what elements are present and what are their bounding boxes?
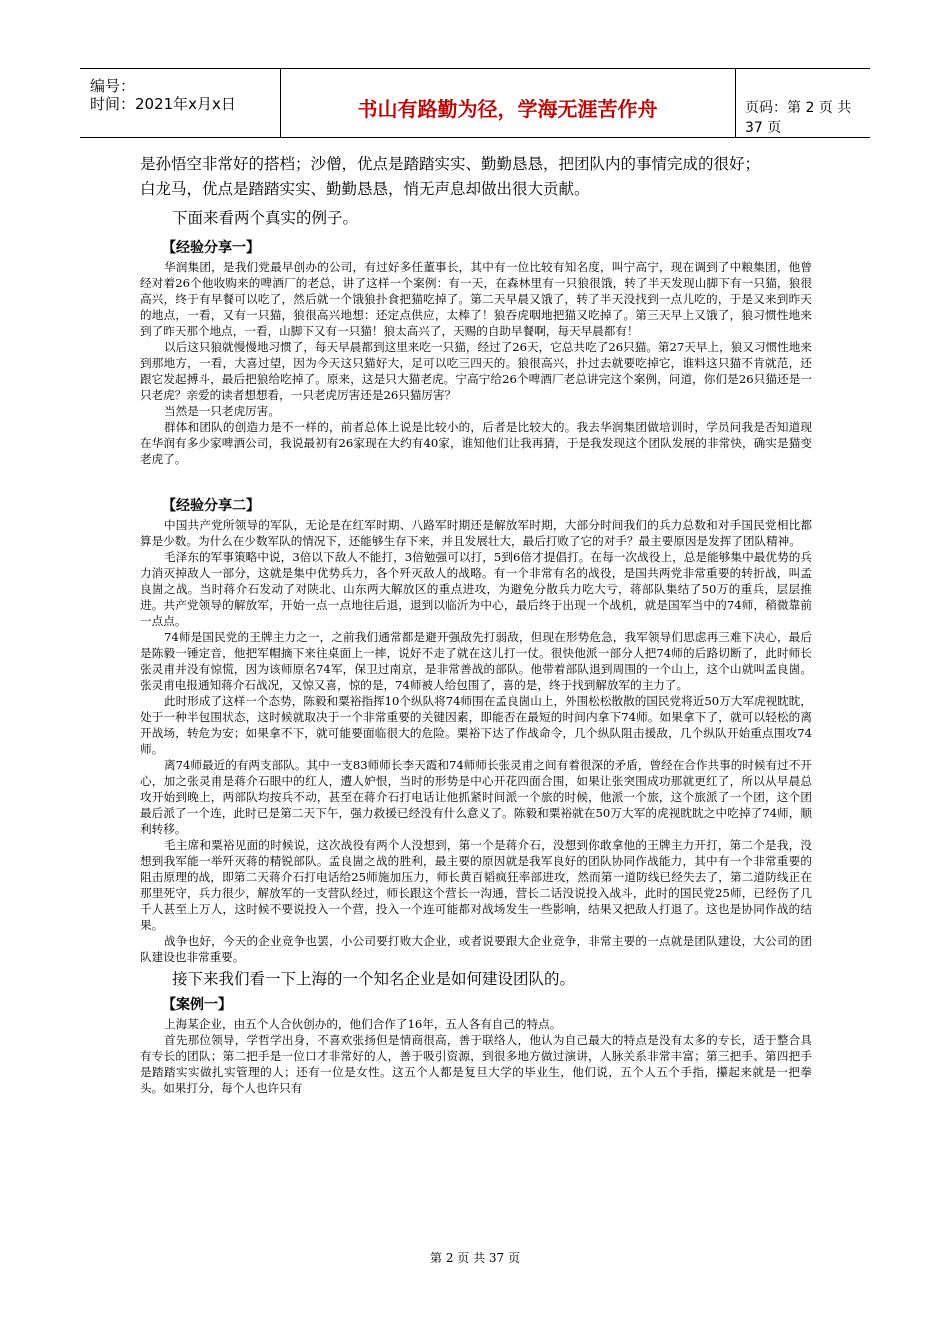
time-label: 时间：2021年x月x日 <box>90 95 236 113</box>
spacer <box>140 467 812 489</box>
page-header <box>80 68 870 138</box>
case2-paragraph: 毛泽东的军事策略中说，3倍以下敌人不能打，3倍勉强可以打，5到6倍才提倡打。在每一次战役上，总是能够集中最优势的兵力消灭掉敌人一部分，这就是集中优势兵力，各个歼灭敌人的战略。有一个非常有名的战役，是国共两党非常重要的转折战，叫孟良崮之战。当时蒋介石发动了对陕北、山东两大解放区的重点进攻，为避免分散兵力吃大亏，蒋部队集结了50万的重兵，层层推进。共产党领导的解放军，开始一点一点地往后退，退到以临沂为中心，最后终于出现一个战机，就是国军当中的74师，稍微靠前一点点。 <box>140 550 812 628</box>
case2-paragraph: 战争也好，今天的企业竞争也罢，小公司要打败大企业，或者说要跟大企业竞争，非常主要的一点就是团队建设，大公司的团队建设也非常重要。 <box>140 934 812 964</box>
header-page-cell <box>735 69 870 137</box>
case1-heading: 【经验分享一】 <box>162 240 260 256</box>
page-footer: 第 2 页 共 37 页 <box>430 1251 520 1265</box>
case3-heading: 【案例一】 <box>162 997 232 1013</box>
intro-line: 是孙悟空非常好的搭档；沙僧，优点是踏踏实实、勤勤恳恳，把团队内的事情完成的很好； <box>140 155 761 173</box>
document-body <box>140 152 812 1096</box>
case2-paragraph: 此时形成了这样一个态势，陈毅和粟裕指挥10个纵队将74师围在孟良崮山上，外围松松散散的国民党将近50万大军虎视眈眈，处于一种半包围状态，这时候就取决于一个非常重要的关键因素，即能否在最短的时间内拿下74师。如果拿下了，就可以轻松的离开战场，转危为安；如果拿不下，就可能要面临很大的危险。粟裕下达了作战命令，几个纵队阻击援敌，几个纵队开始重点围攻74师。 <box>140 694 812 756</box>
header-info-cell <box>80 69 281 137</box>
case1-paragraph: 华润集团，是我们党最早创办的公司，有过好多任董事长，其中有一位比较有知名度，叫宁高宁，现在调到了中粮集团，他曾经对着26个他收购来的啤酒厂的老总，讲了这样一个案例：有一天，在森林里有一只狼很饿，转了半天发现山脚下有一只猫，狼很高兴，终于有早餐可以吃了，然后就一个饿狼扑食把猫吃掉了。第二天早晨又饿了，转了半天没找到一点儿吃的，于是又来到昨天的地点，一看，又有一只猫，狼很高兴地想：还定点供应，太棒了！狼吞虎咽地把猫又吃掉了。第三天早上又饿了，狼习惯性地来到了昨天那个地点，一看，山脚下又有一只猫！狼太高兴了，天赐的自助早餐啊，每天早晨都有！ <box>140 260 812 338</box>
case1-paragraph: 群体和团队的创造力是不一样的，前者总体上说是比较小的，后者是比较大的。我去华润集团做培训时，学员问我是否知道现在华润有多少家啤酒公司，我说最初有26家现在大约有40家，谁知他们让我再猜，于是我发现这个团队发展的非常快，确实是猫变老虎了。 <box>140 420 812 466</box>
case2-paragraph: 74师是国民党的王牌主力之一，之前我们通常都是避开强敌先打弱敌，但现在形势危急，我军领导们思虑再三难下决心，最后是陈毅一锤定音，他把军帽摘下来往桌面上一摔，说好不走了就在这儿打一仗。很快他派一部分人把74师的后路切断了，此时师长张灵甫并没有惊慌，因为该师原名74军，保卫过南京，是非常善战的部队。他带着部队退到周围的一个山上，这个山就叫孟良崮。张灵甫电报通知蒋介石战况，又惊又喜，惊的是，74师被人给包围了，喜的是，终于找到解放军的主力了。 <box>140 630 812 692</box>
serial-label: 编号： <box>90 77 136 95</box>
case3-paragraph: 上海某企业，由五个人合伙创办的，他们合作了16年，五人各有自己的特点。 <box>164 1017 562 1031</box>
case2-paragraph: 离74师最近的有两支部队。其中一支83师师长李天霞和74师师长张灵甫之间有着很深的矛盾，曾经在合作共事的时候有过不开心，加之张灵甫是蒋介石眼中的红人，遭人妒恨，当时的形势是中心开花四面合围，如果让张突围成功那就更红了，所以从早晨总攻开始到晚上，两部队均按兵不动，甚至在蒋介石打电话让他抓紧时间派一个旅的时候，他派一个旅，这个旅派了一个团，这个团最后派了一个连，此时已是第二天下午，强力救援已经没有什么意义了。陈毅和粟裕就在50万大军的虎视眈眈之中吃掉了74师，顺利转移。 <box>140 758 812 836</box>
case1-paragraph: 当然是一只老虎厉害。 <box>164 404 280 418</box>
case2-heading: 【经验分享二】 <box>162 498 260 514</box>
page-info: 页码：第 2 页 共 37 页 <box>745 100 852 136</box>
transition-line: 接下来我们看一下上海的一个知名企业是如何建设团队的。 <box>172 970 576 988</box>
header-motto-cell <box>280 69 736 137</box>
intro-next: 下面来看两个真实的例子。 <box>172 209 359 227</box>
case3-paragraph: 首先那位领导，学哲学出身，不喜欢张扬但是情商很高，善于联络人，他认为自己最大的特点是没有太多的专长，适于整合具有专长的团队；第二把手是一位口才非常好的人，善于吸引资源，到很多地方做过演讲，人脉关系非常丰富；第三把手、第四把手是踏踏实实做扎实管理的人；还有一位是女性。这五个人都是复旦大学的毕业生，他们说，五个人五个手指，攥起来就是一把拳头。如果打分，每个人也许只有 <box>140 1033 812 1095</box>
motto-text: 书山有路勤为径，学海无涯苦作舟 <box>357 97 658 121</box>
case1-paragraph: 以后这只狼就慢慢地习惯了，每天早晨都到这里来吃一只猫，经过了26天，它总共吃了26只猫。第27天早上，狼又习惯性地来到那地方，一看，大喜过望，因为今天这只猫好大，足可以吃三四天的。狼很高兴，扑过去就要吃掉它，谁料这只猫不肯就范，还跟它发起搏斗，最后把狼给吃掉了。原来，这是只大猫老虎。宁高宁给26个啤酒厂老总讲完这个案例，问道，你们是26只猫还是一只老虎？亲爱的读者想想看，一只老虎厉害还是26只猫厉害？ <box>140 340 812 402</box>
case2-paragraph: 毛主席和粟裕见面的时候说，这次战役有两个人没想到，第一个是蒋介石，没想到你敢拿他的王牌主力开打，第二个是我，没想到我军能一举歼灭蒋的精锐部队。孟良崮之战的胜利，最主要的原因就是我军良好的团队协同作战能力，其中有一个非常重要的阻击原理的战，即第二天蒋介石打电话给25师施加压力，师长黄百韬疯狂率部进攻，然而第一道防线已经失去了，第二道防线正在那里死守，兵力很少，解放军的一支营队经过，师长跟这个营长一沟通，营长二话没说投入战斗，此时的国民党25师，已经伤了几千人甚至上万人，这时候不要说投入一个营，投入一个连可能都对战场发生一些影响，结果又把敌人打退了。这也是协同作战的结果。 <box>140 838 812 932</box>
case2-paragraph: 中国共产党所领导的军队，无论是在红军时期、八路军时期还是解放军时期，大部分时间我们的兵力总数和对手国民党相比都算是少数。为什么在少数军队的情况下，还能够生存下来，并且发展壮大，最后打败了它的对手？最主要原因是发挥了团队精神。 <box>140 518 812 548</box>
intro-line: 白龙马，优点是踏踏实实、勤勤恳恳，悄无声息却做出很大贡献。 <box>140 180 590 198</box>
